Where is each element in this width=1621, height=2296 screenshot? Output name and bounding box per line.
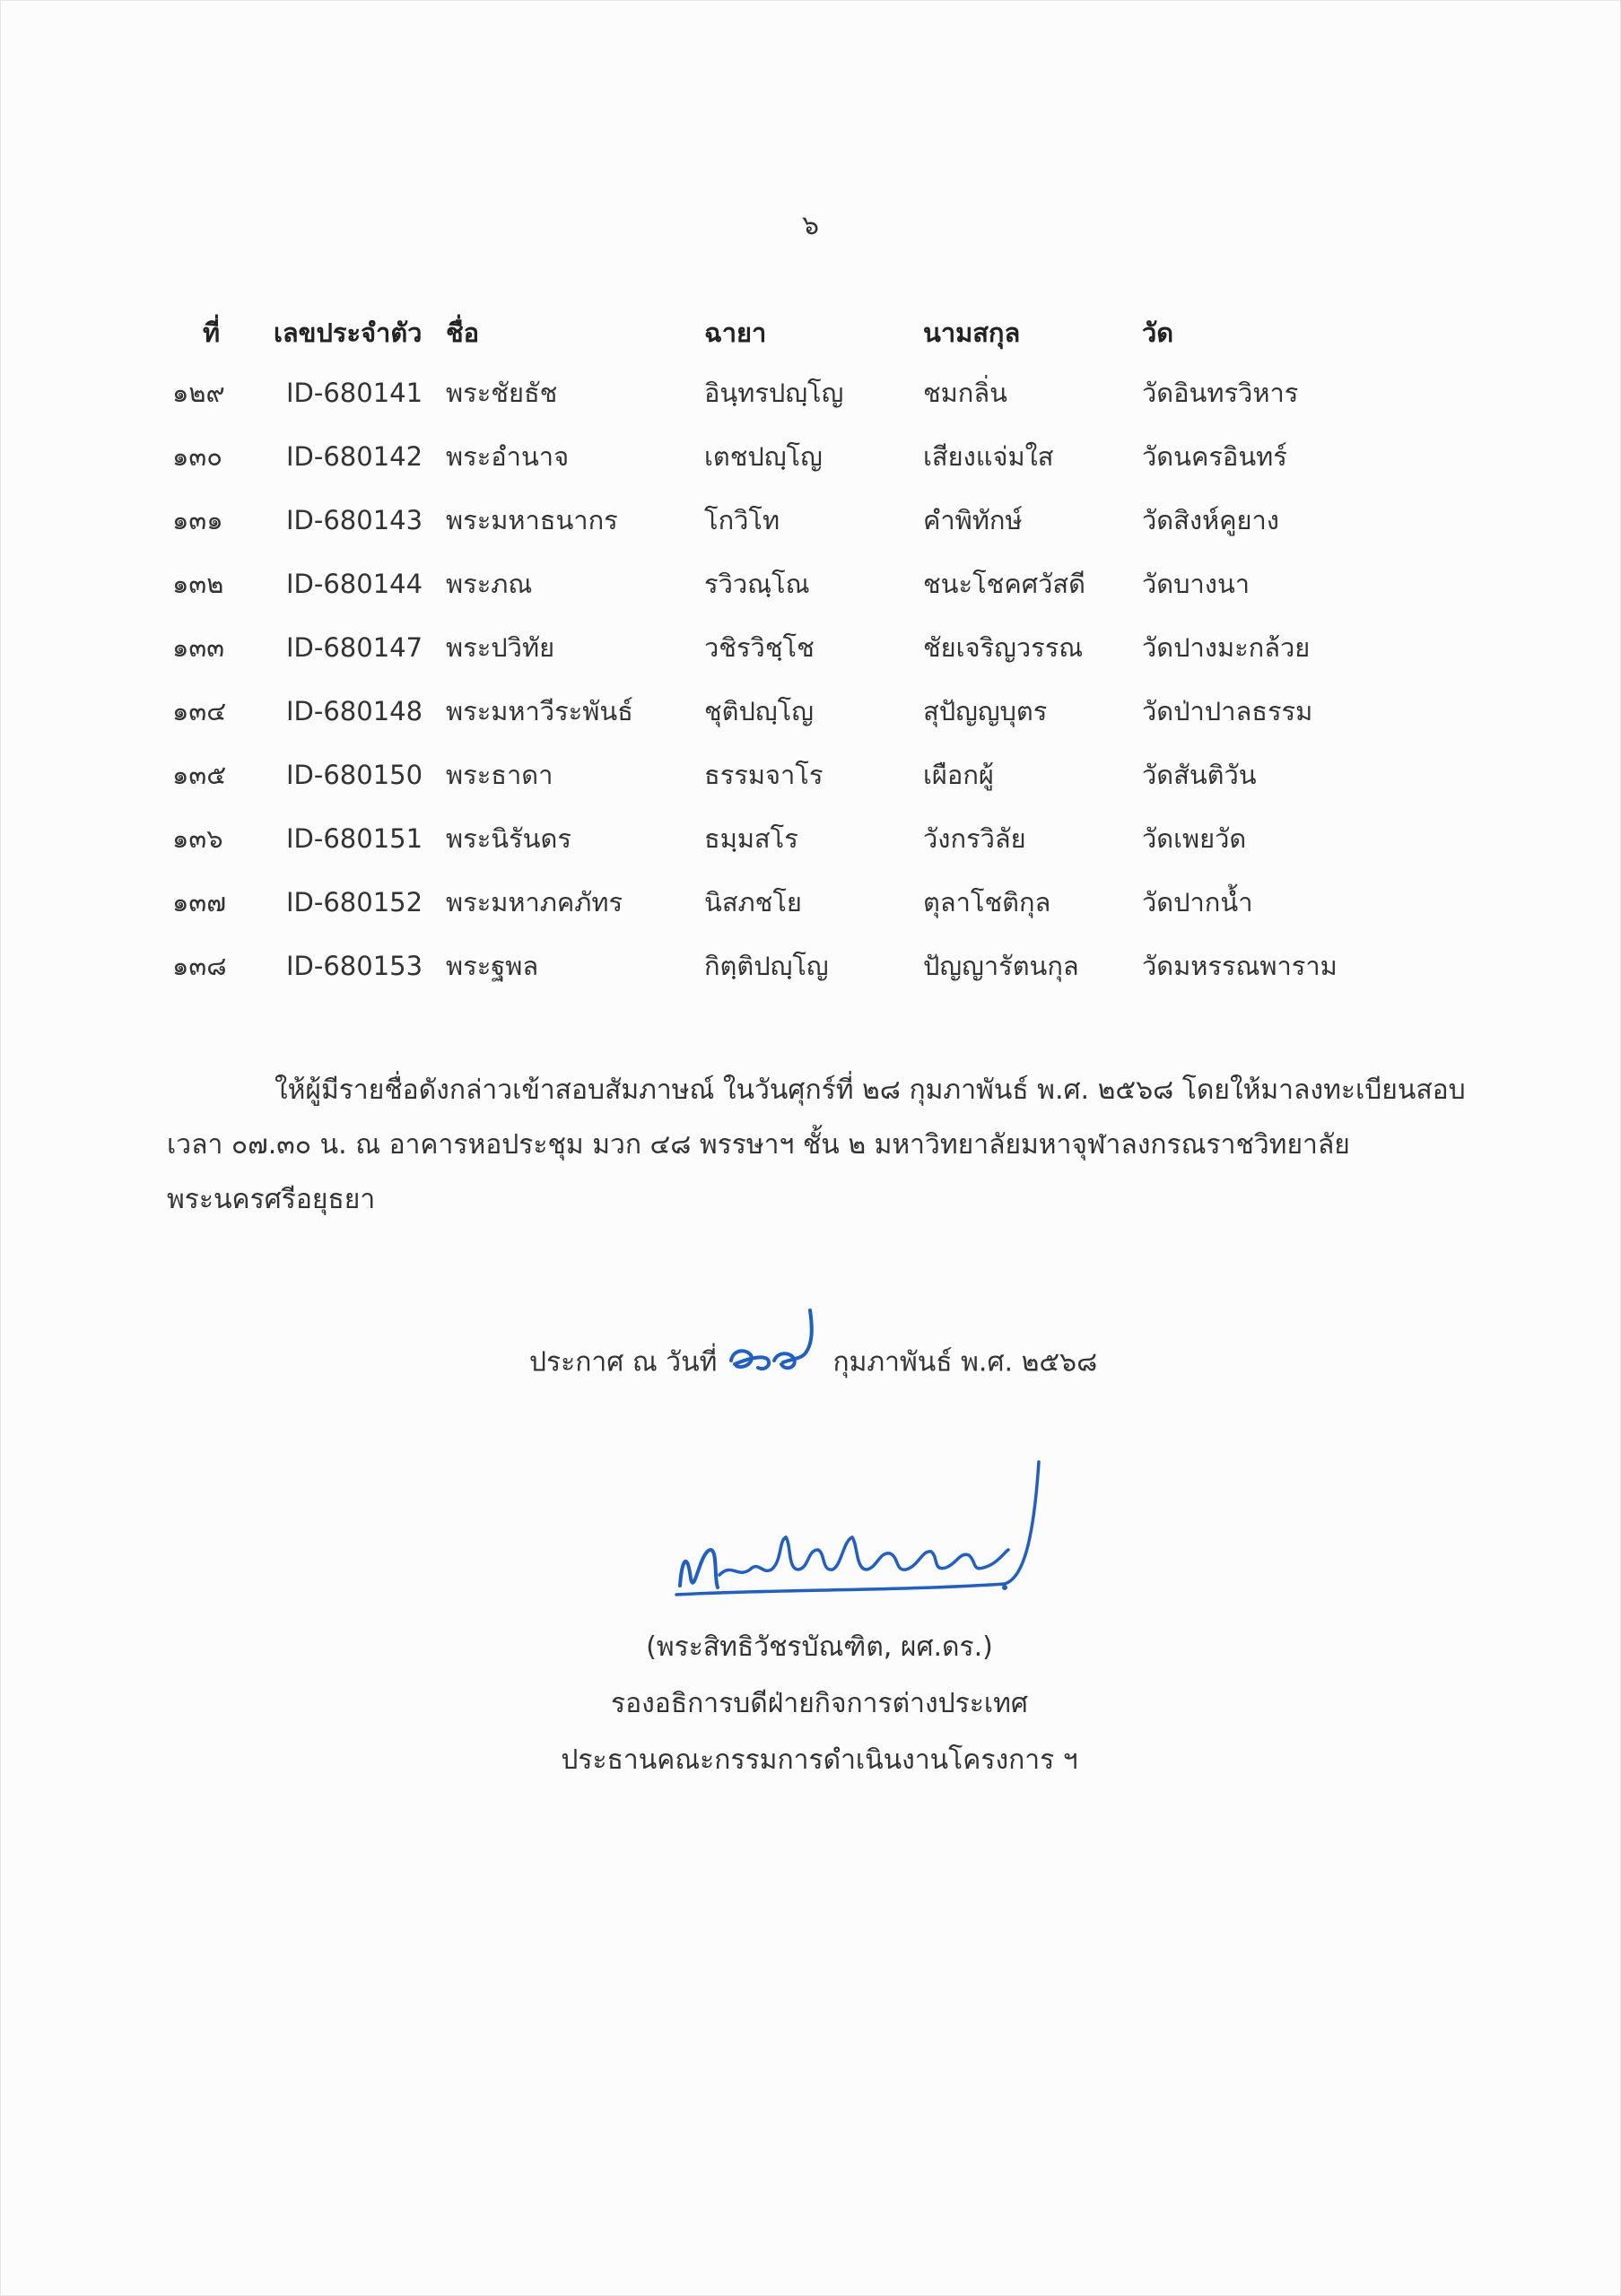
- table-row: [172, 615, 1375, 679]
- header-alias: ฉายา: [704, 317, 767, 348]
- row-surname: ชนะโชคศวัสดี: [923, 568, 1085, 599]
- handwritten-day-mark: [726, 1305, 824, 1386]
- header-name: ชื่อ: [446, 317, 480, 348]
- row-name: พระนิรันดร: [446, 822, 571, 854]
- row-number: ๑๓๑: [172, 504, 223, 535]
- row-alias: รวิวณฺโณ: [704, 568, 810, 599]
- header-surname: นามสกุล: [923, 317, 1021, 348]
- row-name: พระธาดา: [446, 759, 553, 790]
- row-number: ๑๓๘: [172, 950, 227, 981]
- row-alias: ธรรมจาโร: [704, 759, 824, 790]
- row-name: พระภณ: [446, 568, 533, 599]
- row-id: ID-680148: [286, 695, 423, 726]
- row-alias: โกวิโท: [704, 504, 780, 535]
- row-alias: เตชปญฺโญ: [704, 440, 823, 472]
- notice-line-3: พระนครศรีอยุธยา: [167, 1184, 376, 1215]
- table-row: [172, 743, 1375, 806]
- row-surname: ปัญญารัตนกุล: [923, 950, 1079, 981]
- notice-line-1: ให้ผู้มีรายชื่อดังกล่าวเข้าสอบสัมภาษณ์ ในวันศุกร์ที่ ๒๘ กุมภาพันธ์ พ.ศ. ๒๕๖๘ โดยให้มาลงทะเบียนสอบ: [275, 1074, 1466, 1106]
- row-id: ID-680152: [286, 886, 423, 918]
- row-temple: วัดบางนา: [1142, 568, 1251, 599]
- row-number: ๑๓๖: [172, 822, 223, 854]
- row-id: ID-680144: [286, 568, 423, 599]
- row-id: ID-680150: [286, 759, 423, 790]
- announcement-suffix: กุมภาพันธ์ พ.ศ. ๒๕๖๘: [832, 1346, 1098, 1378]
- header-temple: วัด: [1142, 317, 1174, 348]
- signature-mark: [664, 1444, 1059, 1623]
- handwritten-day: [726, 1336, 824, 1390]
- signer-committee: ประธานคณะกรรมการดำเนินงานโครงการ ฯ: [561, 1744, 1078, 1776]
- row-alias: ชุติปญฺโญ: [704, 695, 814, 726]
- signature: [664, 1444, 1059, 1623]
- row-id: ID-680153: [286, 950, 423, 981]
- row-temple: วัดนครอินทร์: [1142, 440, 1287, 472]
- row-temple: วัดปางมะกล้วย: [1142, 631, 1311, 663]
- row-temple: วัดสันติวัน: [1142, 759, 1257, 790]
- row-number: ๑๓๔: [172, 695, 227, 726]
- signer-name: (พระสิทธิวัชรบัณฑิต, ผศ.ดร.): [646, 1631, 993, 1663]
- announcement-line: [529, 1336, 1097, 1390]
- row-temple: วัดมหรรณพาราม: [1142, 950, 1338, 981]
- row-number: ๑๓๐: [172, 440, 222, 472]
- table-row: [172, 424, 1375, 488]
- table-header-row: [172, 305, 1375, 361]
- row-alias: ธมฺมสโร: [704, 822, 798, 854]
- row-id: ID-680143: [286, 504, 423, 535]
- header-number: ที่: [203, 317, 221, 348]
- interview-notice: [167, 1063, 1473, 1227]
- row-name: พระชัยธัช: [446, 377, 558, 408]
- row-id: ID-680151: [286, 822, 423, 854]
- page-number: ๖: [801, 210, 820, 241]
- row-surname: วังกรวิลัย: [923, 822, 1026, 854]
- signer-block: [0, 1619, 1621, 1788]
- row-alias: กิตฺติปญฺโญ: [704, 950, 829, 981]
- row-surname: เสียงแจ่มใส: [923, 440, 1054, 472]
- row-name: พระปวิทัย: [446, 631, 555, 663]
- row-alias: อินฺทรปญฺโญ: [704, 377, 844, 408]
- table-row: [172, 934, 1375, 997]
- row-alias: นิสภชโย: [704, 886, 802, 918]
- row-id: ID-680141: [286, 377, 423, 408]
- notice-line-2: เวลา ๐๗.๓๐ น. ณ อาคารหอประชุม มวก ๔๘ พรรษาฯ ชั้น ๒ มหาวิทยาลัยมหาจุฬาลงกรณราชวิทยาลัย: [167, 1129, 1350, 1161]
- row-surname: คำพิทักษ์: [923, 504, 1023, 535]
- table-row: [172, 552, 1375, 615]
- table-row: [172, 806, 1375, 870]
- row-temple: วัดปากน้ำ: [1142, 886, 1253, 918]
- row-name: พระมหาธนากร: [446, 504, 618, 535]
- row-number: ๑๓๗: [172, 886, 227, 918]
- row-temple: วัดเพยวัด: [1142, 822, 1247, 854]
- row-surname: เผือกผู้: [923, 759, 994, 790]
- row-number: ๑๓๓: [172, 631, 225, 663]
- row-temple: วัดป่าปาลธรรม: [1142, 695, 1313, 726]
- row-alias: วชิรวิชฺโช: [704, 631, 815, 663]
- row-number: ๑๓๒: [172, 568, 224, 599]
- row-surname: ชัยเจริญวรรณ: [923, 631, 1084, 663]
- row-surname: ตุลาโชติกุล: [923, 886, 1051, 918]
- table-row: [172, 679, 1375, 743]
- candidate-table: [172, 305, 1375, 997]
- table-row: [172, 361, 1375, 424]
- row-temple: วัดสิงห์คูยาง: [1142, 504, 1279, 535]
- row-surname: สุปัญญบุตร: [923, 695, 1048, 726]
- row-surname: ชมกลิ่น: [923, 377, 1007, 408]
- row-number: ๑๒๙: [172, 377, 225, 408]
- table-row: [172, 870, 1375, 934]
- announcement-prefix: ประกาศ ณ วันที่: [529, 1346, 718, 1378]
- row-id: ID-680147: [286, 631, 423, 663]
- row-name: พระอำนาจ: [446, 440, 570, 472]
- row-id: ID-680142: [286, 440, 423, 472]
- row-name: พระมหาภคภัทร: [446, 886, 623, 918]
- row-number: ๑๓๕: [172, 759, 227, 790]
- row-temple: วัดอินทรวิหาร: [1142, 377, 1299, 408]
- table-row: [172, 488, 1375, 552]
- header-id: เลขประจำตัว: [274, 317, 423, 348]
- row-name: พระฐพล: [446, 950, 539, 981]
- signer-position: รองอธิการบดีฝ่ายกิจการต่างประเทศ: [611, 1688, 1028, 1719]
- row-name: พระมหาวีระพันธ์: [446, 695, 633, 726]
